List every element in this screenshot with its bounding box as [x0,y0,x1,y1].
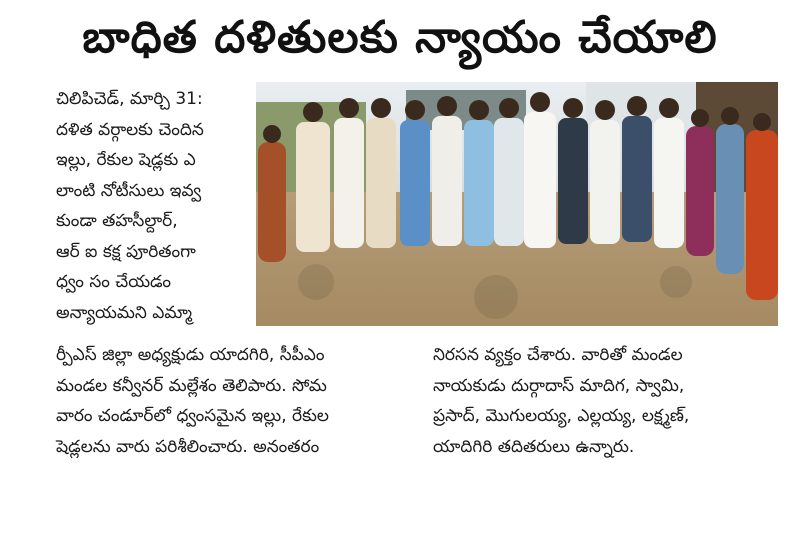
text-line: ధ్వం సం చేయడం [56,272,172,292]
text-line: షెడ్లలను వారు పరిశీలించారు. అనంతరం [56,436,320,457]
text-line: ఆర్ ఐ కక్ష పూరితంగా [56,241,196,262]
text-line: ఇల్లు, రేకుల షెడ్లకు ఎ [56,150,196,170]
text-line: నిరసన వ్యక్తం చేశారు. వారితో మండల [433,345,683,365]
text-line: వారం చండూర్‌లో ధ్వంసమైన ఇల్లు, రేకుల [56,406,329,426]
dateline: చిలిపిచెడ్, మార్చి 31: [56,89,203,109]
article-column-left [56,84,252,328]
text-line: ర్పీఎస్ జిల్లా అధ్యక్షుడు యాదగిరి, సీపీఎం [56,345,325,365]
group-photo-illustration [256,82,778,326]
headline: బాధిత దళితులకు న్యాయం చేయాలి [82,12,718,63]
text-line: కుండా తహసీల్దార్, [56,211,178,231]
article-column-bottom-left [56,340,406,462]
text-line: లాంటి నోటీసులు ఇవ్వ [56,180,202,201]
text-line: అన్యాయమని ఎమ్మా [56,302,193,323]
text-line: యాదిగిరి తదితరులు ఉన్నారు. [433,436,635,457]
article-column-bottom-right [433,340,783,462]
text-line: మండల కన్వీనర్ మల్లేశం తెలిపారు. సోమ [56,375,327,396]
news-photo [256,82,778,326]
text-line: నాయకుడు దుర్గాదాస్ మాదిగ, స్వామి, [433,375,685,396]
text-line: ప్రసాద్, మొగులయ్య, ఎల్లయ్య, లక్ష్మణ్, [433,406,690,426]
text-line: దళిత వర్గాలకు చెందిన [56,119,204,140]
